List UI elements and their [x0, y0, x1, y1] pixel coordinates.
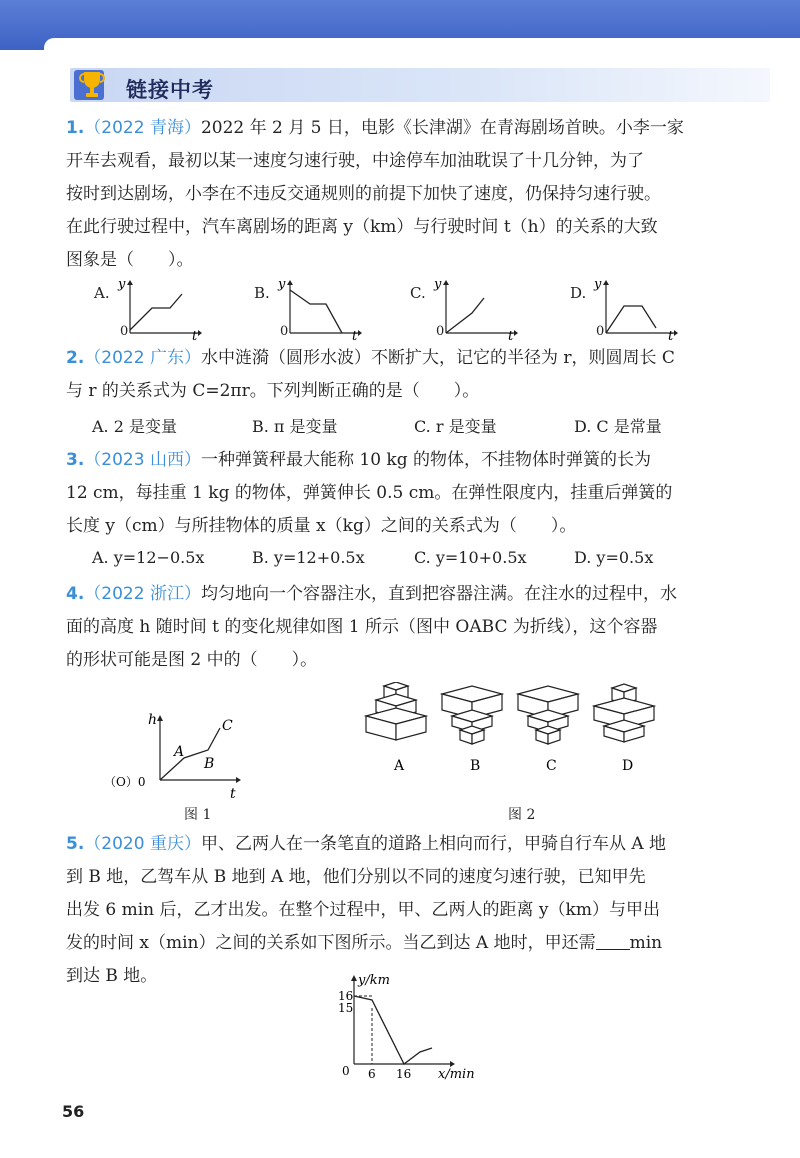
q5-graph — [324, 972, 484, 1082]
point-c-label: C — [222, 718, 233, 734]
origin-label: 0 — [120, 324, 129, 339]
container-label-d: D — [622, 758, 634, 774]
page — [44, 38, 800, 1158]
y-tick-15: 15 — [338, 1001, 354, 1015]
question-source: （2020 重庆） — [84, 834, 201, 854]
question-text-line: 到达 B 地。 — [66, 966, 158, 986]
q1-options: A. y t 0 B. y t 0 C. y t 0 D. y t 0 — [94, 278, 774, 340]
question-text-line: 与 r 的关系式为 C=2πr。下列判断正确的是（ ）。 — [66, 381, 480, 401]
question-text-line: 在此行驶过程中，汽车离剧场的距离 y（km）与行驶时间 t（h）的关系的大致 — [66, 217, 658, 237]
question-text-line: 面的高度 h 随时间 t 的变化规律如图 1 所示（图中 OABC 为折线），这个容器 — [66, 617, 658, 637]
point-a-label: A — [174, 744, 185, 760]
figure-2-caption: 图 2 — [508, 807, 536, 823]
q3-option-b[interactable]: B. y=12+0.5x — [252, 548, 365, 567]
axis-y-label: y — [594, 278, 602, 292]
question-text-line: 出发 6 min 后，乙才出发。在整个过程中，甲、乙两人的距离 y（km）与甲出 — [66, 900, 660, 920]
container-b — [442, 686, 502, 744]
origin-label: （O）0 — [104, 775, 146, 789]
container-label-b: B — [470, 758, 481, 774]
axis-x-label: t — [192, 329, 198, 340]
question-text-line: 水中涟漪（圆形水波）不断扩大，记它的半径为 r，则圆周长 C — [200, 348, 675, 368]
question-source: （2022 青海） — [84, 118, 201, 138]
origin-label: 0 — [342, 1064, 350, 1078]
origin-label: 0 — [596, 324, 605, 339]
question-text-line: 2022 年 2 月 5 日，电影《长津湖》在青海剧场首映。小李一家 — [200, 118, 684, 138]
container-d — [594, 684, 654, 742]
question-number: 5. — [66, 834, 85, 854]
q4-figure-2 — [362, 682, 672, 792]
q2-options — [92, 414, 772, 440]
axis-x-label: t — [668, 329, 674, 340]
question-text-line: 12 cm，每挂重 1 kg 的物体，弹簧伸长 0.5 cm。在弹性限度内，挂重后弹簧的 — [66, 483, 673, 503]
origin-label: 0 — [436, 324, 445, 339]
q2-option-c[interactable]: C. r 是变量 — [414, 417, 497, 436]
question-text-line: 一种弹簧秤最大能称 10 kg 的物体，不挂物体时弹簧的长为 — [200, 450, 651, 470]
container-a — [366, 682, 426, 740]
question-text-line: 发的时间 x（min）之间的关系如下图所示。当乙到达 A 地时，甲还需 — [66, 933, 596, 953]
question-1 — [66, 112, 771, 277]
question-text-line: 开车去观看，最初以某一速度匀速行驶，中途停车加油耽误了十几分钟，为了 — [66, 151, 644, 171]
q4-figure-1 — [104, 706, 254, 802]
axis-t-label: t — [230, 786, 236, 802]
q2-option-d[interactable]: D. C 是常量 — [574, 417, 662, 436]
question-3 — [66, 444, 771, 543]
axis-y-label: y — [118, 278, 126, 292]
origin-label: 0 — [280, 324, 289, 339]
question-source: （2022 广东） — [84, 348, 201, 368]
question-text-line: 按时到达剧场，小李在不违反交通规则的前提下加快了速度，仍保持匀速行驶。 — [66, 184, 661, 204]
x-tick-16: 16 — [396, 1067, 412, 1081]
q2-option-b[interactable]: B. π 是变量 — [252, 417, 338, 436]
q2-option-a[interactable]: A. 2 是变量 — [92, 417, 177, 436]
question-text-line: 图象是（ ）。 — [66, 250, 194, 270]
question-2 — [66, 342, 771, 408]
axis-y-label: y/km — [358, 973, 390, 988]
axis-x-label: x/min — [438, 1067, 475, 1082]
axis-y-label: y — [434, 278, 442, 292]
question-text-line: 到 B 地，乙驾车从 B 地到 A 地，他们分别以不同的速度匀速行驶，已知甲先 — [66, 867, 646, 887]
question-text-line: 的形状可能是图 2 中的（ ）。 — [66, 650, 318, 670]
axis-h-label: h — [148, 712, 158, 728]
question-source: （2023 山西） — [84, 450, 201, 470]
question-text-line: 甲、乙两人在一条笔直的道路上相向而行，甲骑自行车从 A 地 — [200, 834, 667, 854]
section-title: 链接中考 — [126, 78, 214, 102]
container-label-c: C — [546, 758, 557, 774]
axis-x-label: t — [352, 329, 358, 340]
question-5 — [66, 828, 771, 993]
question-text-line: 长度 y（cm）与所挂物体的质量 x（kg）之间的关系式为（ ）。 — [66, 516, 577, 536]
question-4 — [66, 578, 771, 677]
axis-x-label: t — [508, 329, 514, 340]
container-label-a: A — [394, 758, 405, 774]
q3-option-d[interactable]: D. y=0.5x — [574, 548, 654, 567]
q3-options — [92, 548, 772, 574]
container-c — [518, 686, 578, 744]
page-number: 56 — [62, 1102, 85, 1121]
figure-1-caption: 图 1 — [184, 807, 212, 823]
question-number: 3. — [66, 450, 85, 470]
question-text-line: 均匀地向一个容器注水，直到把容器注满。在注水的过程中，水 — [200, 584, 677, 604]
trophy-icon — [72, 64, 112, 104]
point-b-label: B — [204, 756, 215, 772]
question-number: 4. — [66, 584, 85, 604]
question-source: （2022 浙江） — [84, 584, 201, 604]
q3-option-a[interactable]: A. y=12−0.5x — [92, 548, 205, 567]
y-tick-16: 16 — [338, 989, 354, 1003]
unit-text: min — [629, 933, 663, 953]
q3-option-c[interactable]: C. y=10+0.5x — [414, 548, 527, 567]
answer-blank[interactable] — [596, 932, 630, 950]
axis-y-label: y — [278, 278, 286, 292]
x-tick-6: 6 — [368, 1067, 376, 1081]
question-number: 2. — [66, 348, 85, 368]
question-number: 1. — [66, 118, 85, 138]
